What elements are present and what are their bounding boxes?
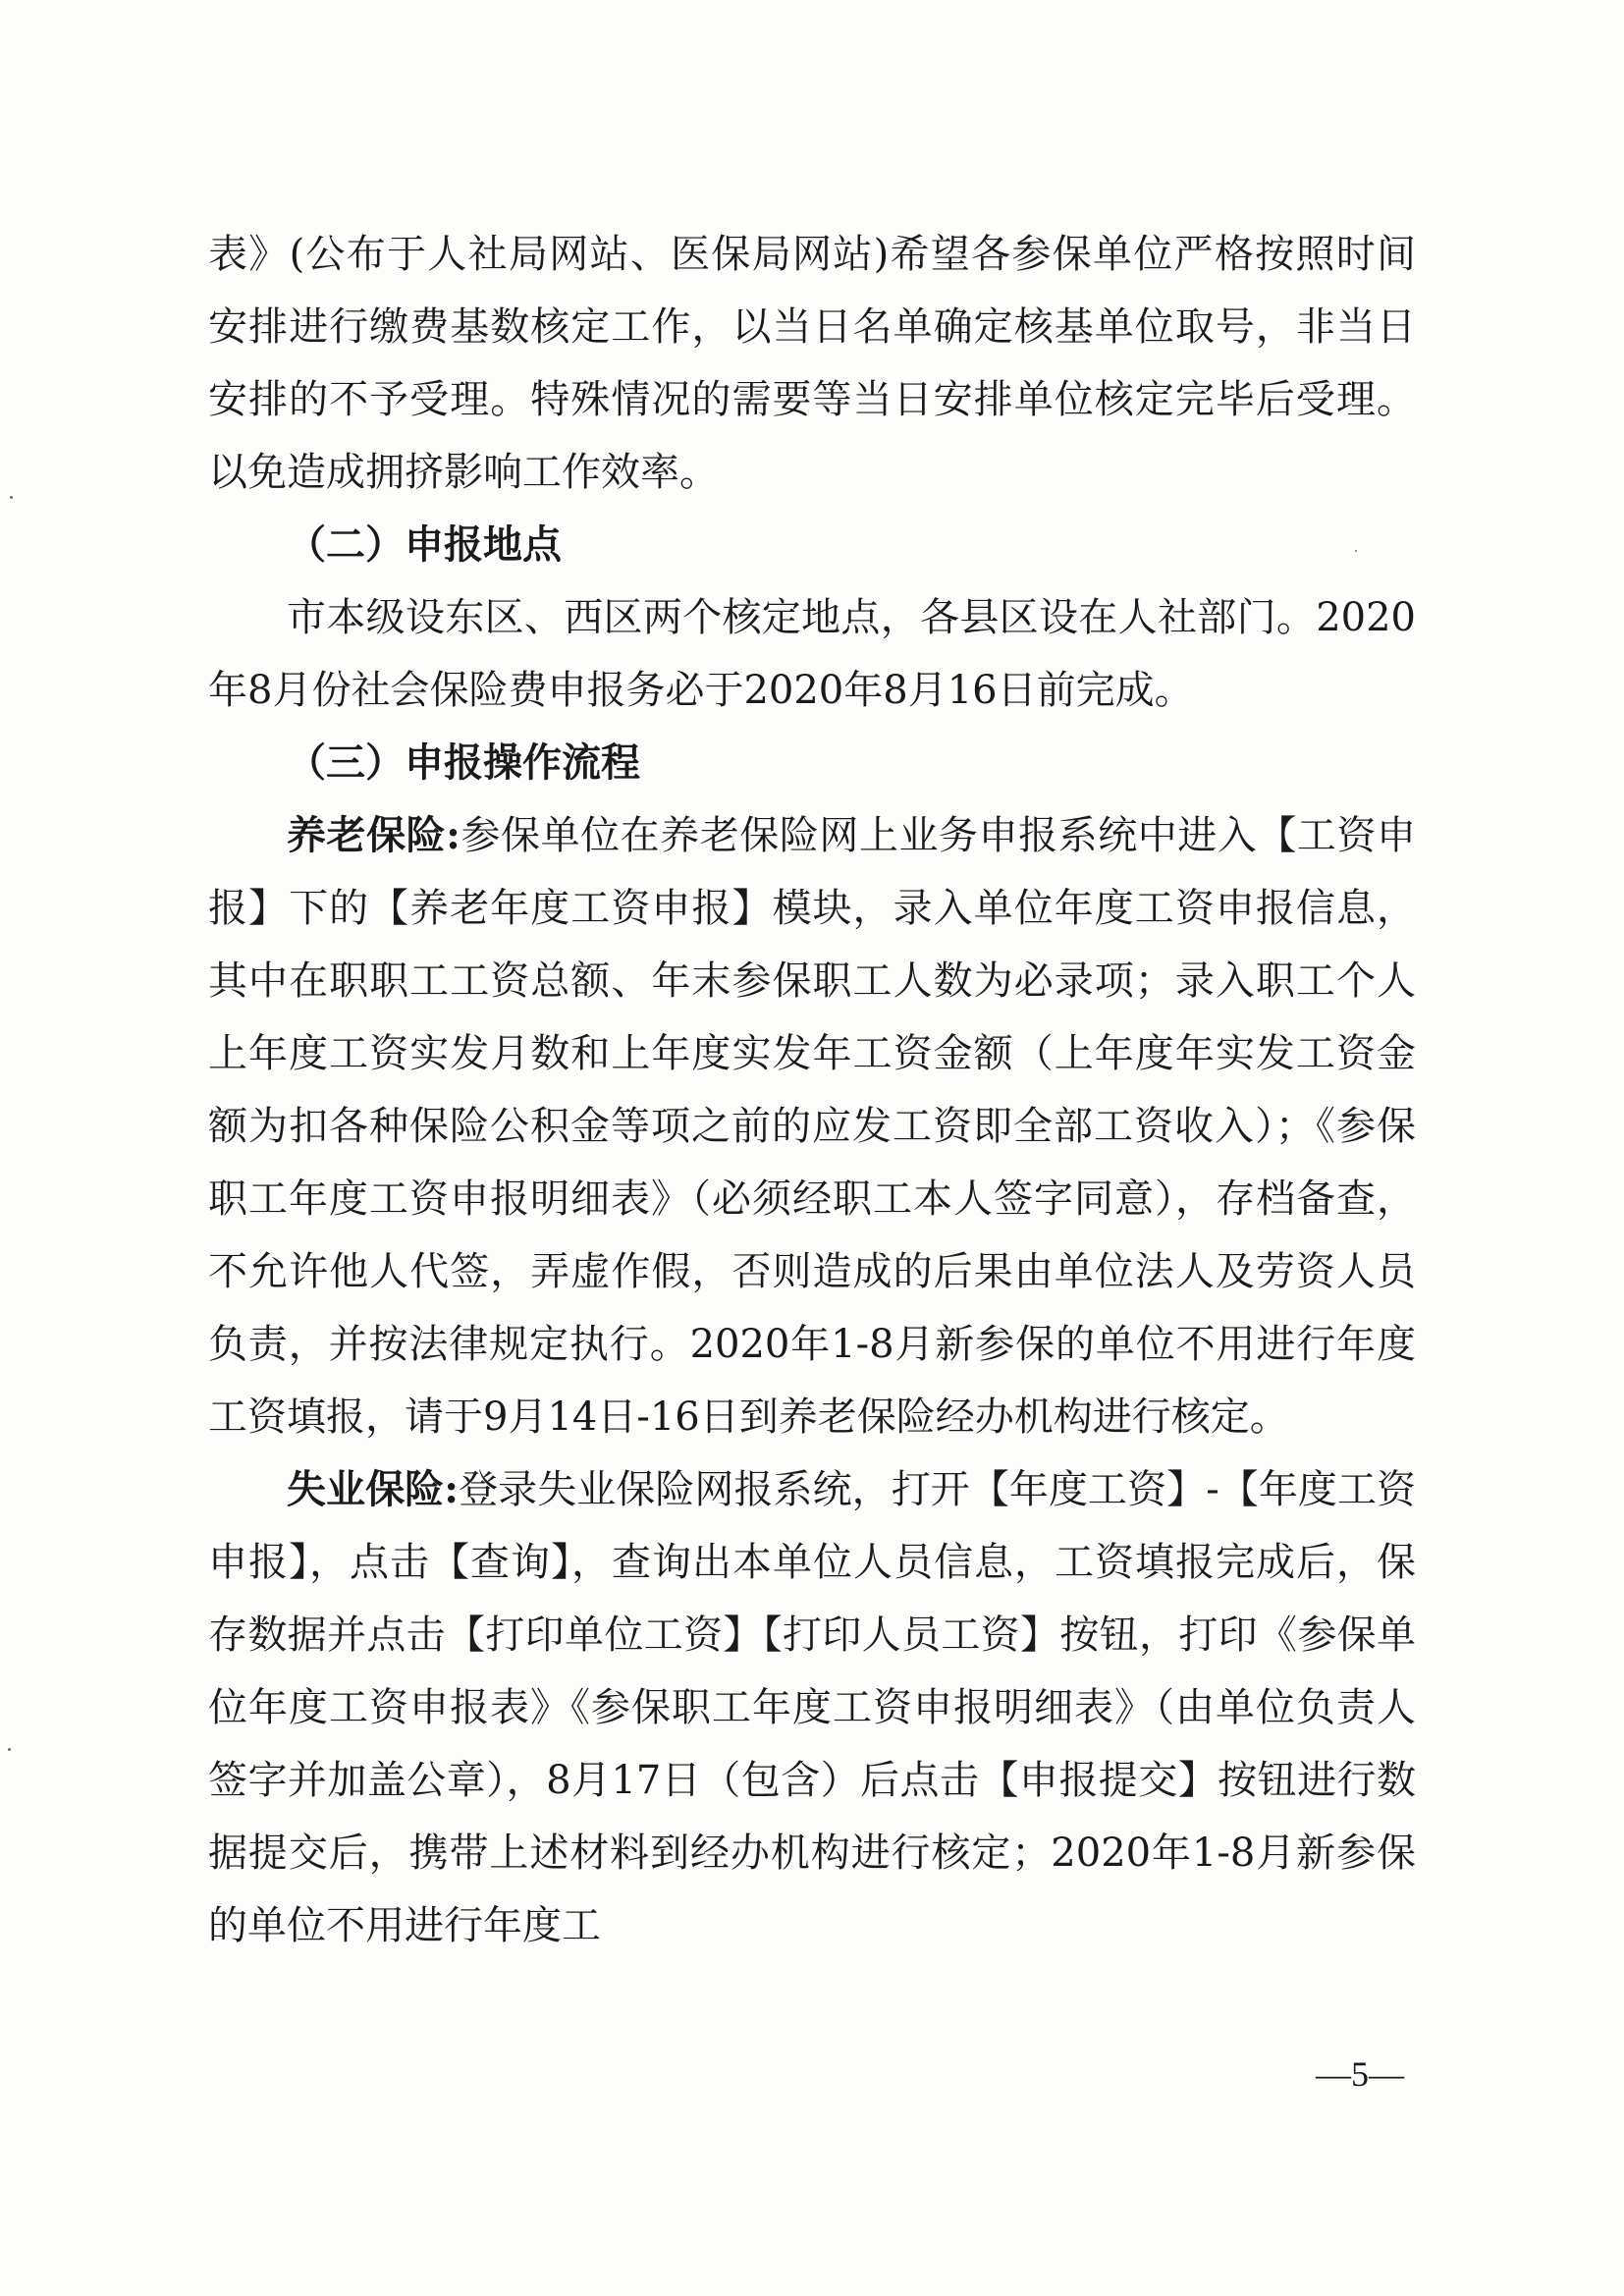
unemployment-lead-label: 失业保险:	[287, 1466, 460, 1512]
section-heading-location: （二）申报地点	[287, 521, 562, 568]
section-heading-procedure: （三）申报操作流程	[287, 739, 640, 786]
unemployment-body-text: 登录失业保险网报系统，打开【年度工资】-【年度工资申报】，点击【查询】，查询出本单位人员信息，工资填报完成后，保存数据并点击【打印单位工资】【打印人员工资】按钮，打印《参保单位年度工资申报表》《参保职工年度工资申报明细表》（由单位负责人签字并加盖公章），8月17日（包含）后点击【申报提交】按钮进行数据提交后，携带上述材料到经办机构进行核定；2020年1-8月新参保的单位不用进行年度工	[208, 1467, 1417, 1948]
pension-body-text: 参保单位在养老保险网上业务申报系统中进入【工资申报】下的【养老年度工资申报】模块，录入单位年度工资申报信息，其中在职职工工资总额、年末参保职工人数为必录项；录入职工个人上年度工资实发月数和上年度实发年工资金额（上年度年实发工资金额为扣各种保险公积金等项之前的应发工资即全部工资收入）；《参保职工年度工资申报明细表》（必须经职工本人签字同意），存档备查，不允许他人代签，弄虚作假，否则造成的后果由单位法人及劳资人员负责，并按法律规定执行。2020年1-8月新参保的单位不用进行年度工资填报，请于9月14日-16日到养老保险经办机构进行核定。	[208, 813, 1417, 1440]
paragraph-pension	[208, 799, 1416, 1453]
pension-lead-label: 养老保险:	[287, 812, 460, 858]
document-body	[208, 218, 1416, 1962]
scan-speck	[1355, 550, 1357, 552]
scan-speck	[8, 1748, 11, 1751]
paragraph-location: 市本级设东区、西区两个核定地点，各县区设在人社部门。2020年8月份社会保险费申报务必于2020年8月16日前完成。	[208, 595, 1416, 713]
paragraph-unemployment	[208, 1453, 1416, 1962]
page-number: —5—	[1316, 2054, 1404, 2094]
paragraph-schedule: 表》(公布于人社局网站、医保局网站)希望各参保单位严格按照时间安排进行缴费基数核定工作，以当日名单确定核基单位取号，非当日安排的不予受理。特殊情况的需要等当日安排单位核定完毕后受理。以免造成拥挤影响工作效率。	[208, 232, 1416, 495]
scan-speck	[10, 496, 13, 499]
